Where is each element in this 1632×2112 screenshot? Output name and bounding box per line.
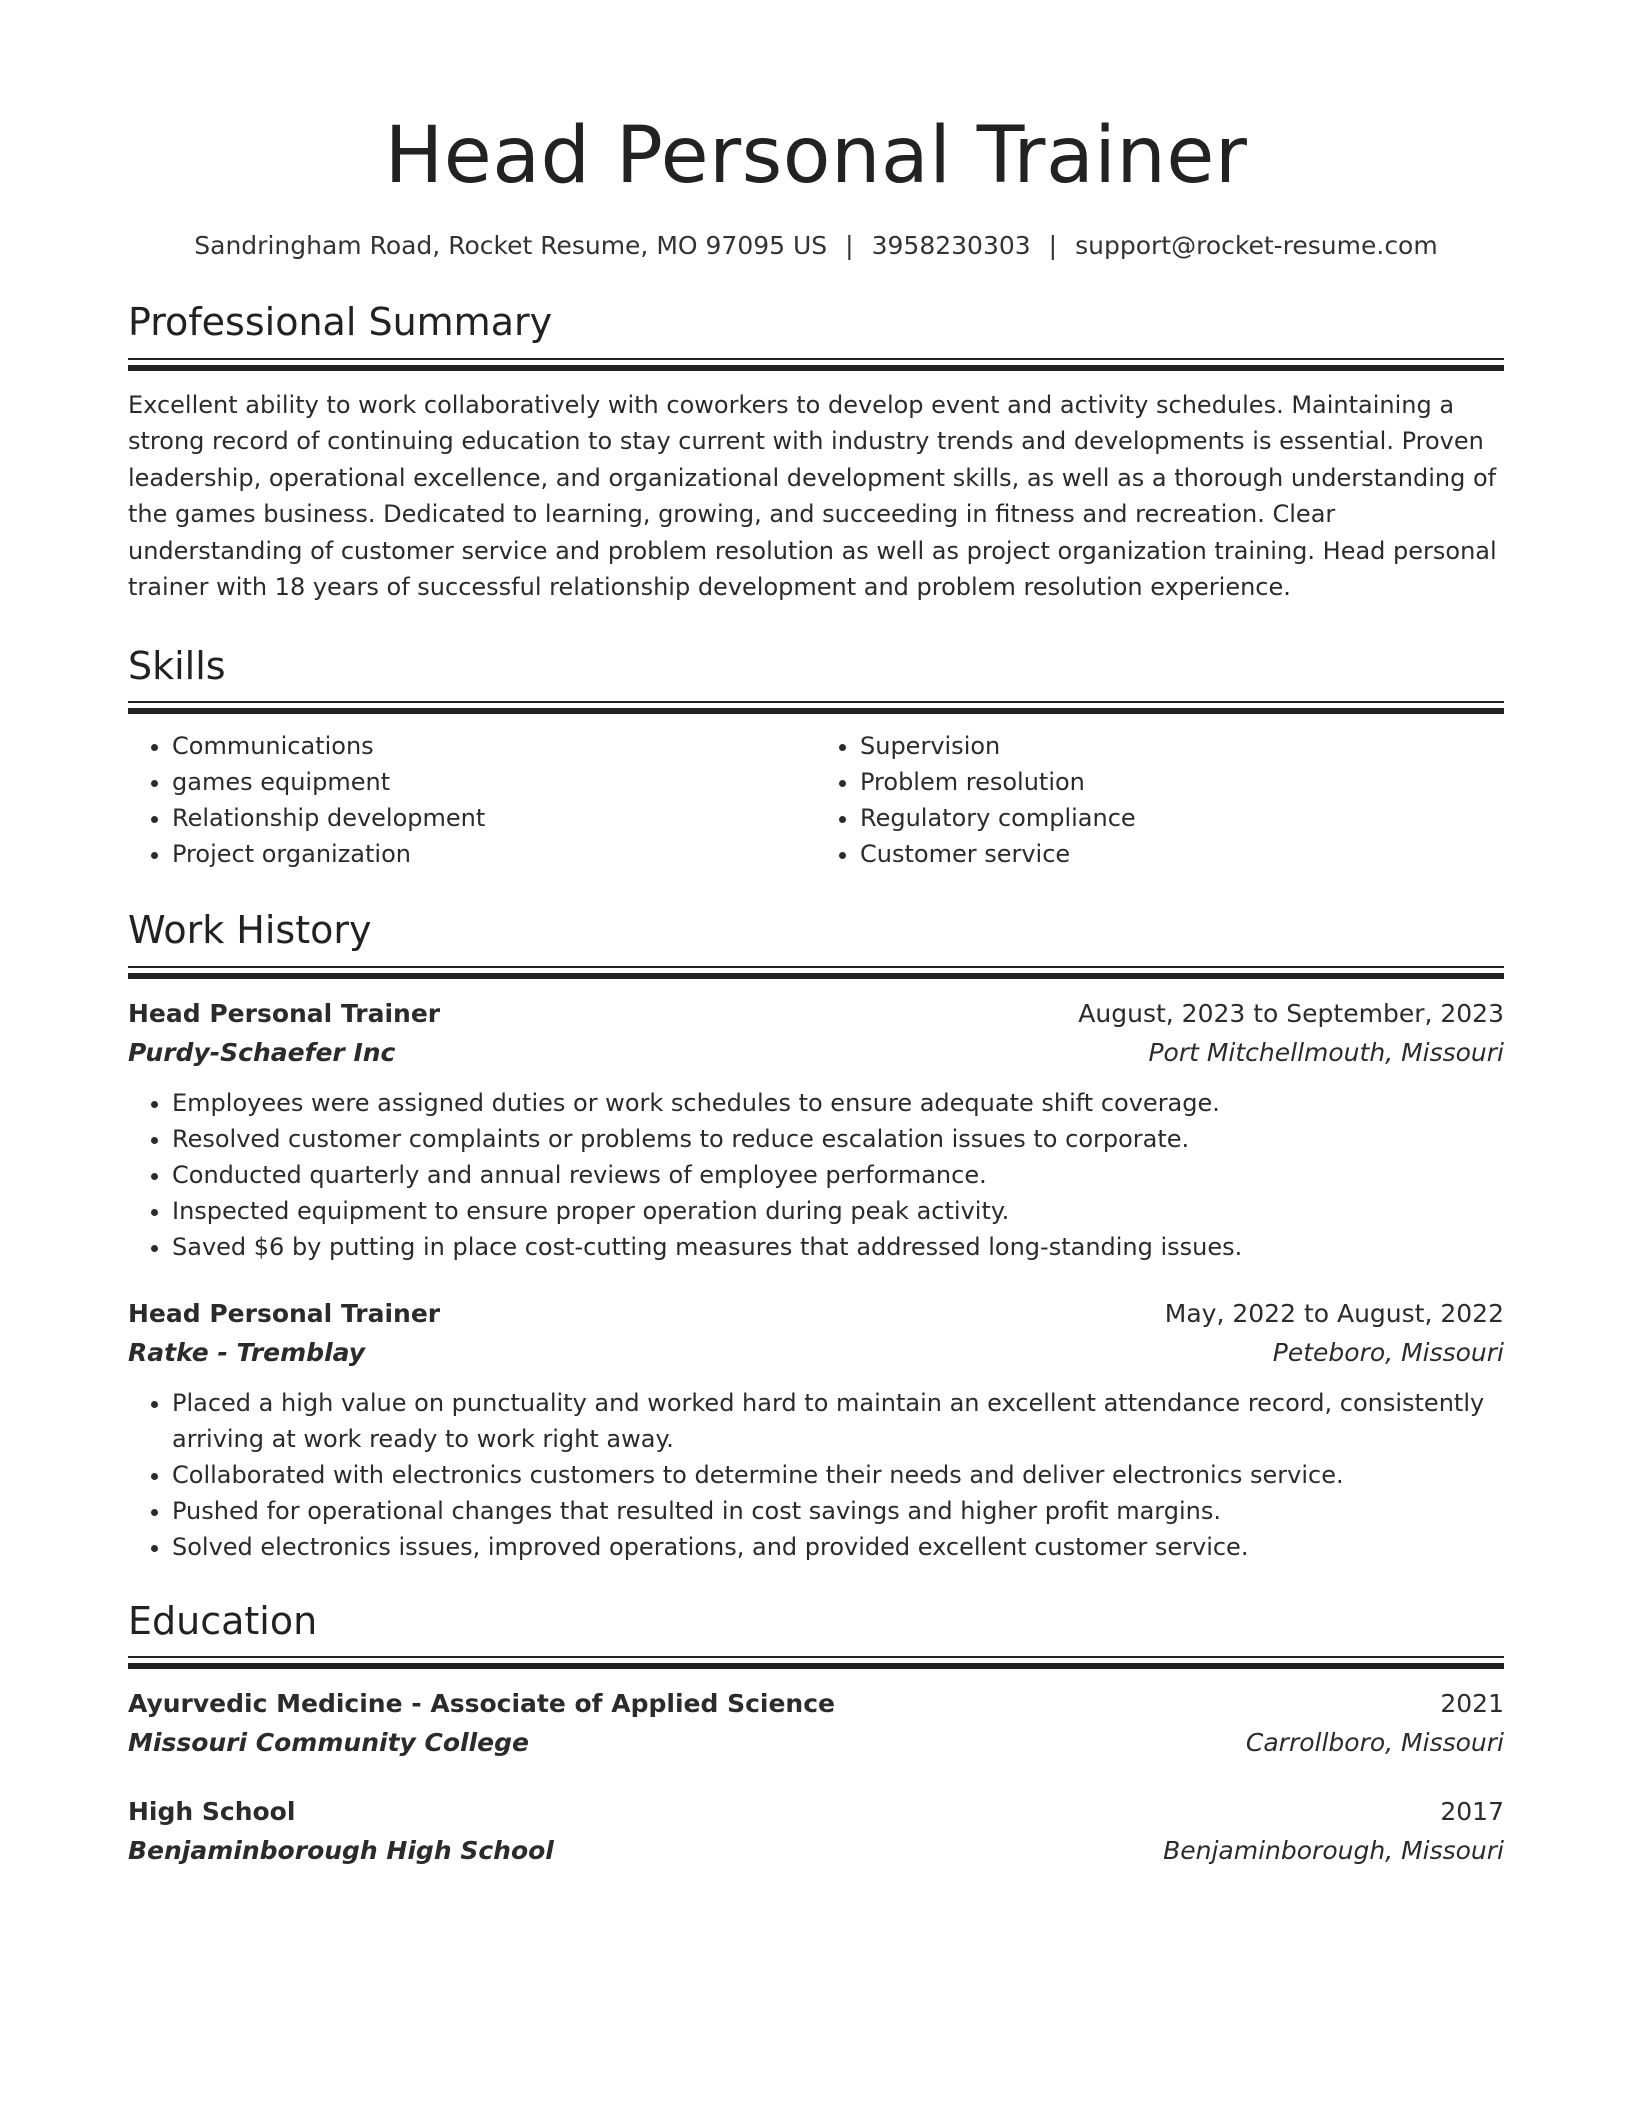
- job-company: Ratke - Tremblay: [128, 1337, 366, 1367]
- skill-item: • Project organization: [172, 836, 816, 872]
- section-divider: [128, 358, 1504, 371]
- contact-address: Sandringham Road, Rocket Resume, MO 97095 US: [194, 230, 828, 260]
- job-bullet: • Solved electronics issues, improved operations, and provided excellent customer service.: [172, 1529, 1504, 1565]
- section-divider: [128, 966, 1504, 979]
- contact-separator: |: [845, 230, 854, 260]
- skills-section: [128, 644, 1504, 873]
- skill-item: • games equipment: [172, 764, 816, 800]
- contact-phone: 3958230303: [871, 230, 1031, 260]
- skill-item: • Customer service: [860, 836, 1504, 872]
- education-entry: [128, 1793, 1504, 1871]
- job-bullet: • Pushed for operational changes that resulted in cost savings and higher profit margins.: [172, 1493, 1504, 1529]
- skills-column-right: [816, 728, 1504, 872]
- education-school: Benjaminborough High School: [128, 1836, 554, 1866]
- summary-section: [128, 300, 1504, 606]
- job-bullet: • Collaborated with electronics customers to determine their needs and deliver electronics service.: [172, 1457, 1504, 1493]
- job-bullet: • Employees were assigned duties or work schedules to ensure adequate shift coverage.: [172, 1085, 1504, 1121]
- section-title-summary: Professional Summary: [128, 300, 553, 345]
- education-school: Missouri Community College: [128, 1728, 529, 1758]
- candidate-name: Head Personal Trainer: [384, 111, 1248, 201]
- education-location: Benjaminborough, Missouri: [1163, 1836, 1504, 1866]
- section-title-work-history: Work History: [128, 908, 372, 953]
- job-entry: [128, 1295, 1504, 1565]
- job-title: Head Personal Trainer: [128, 998, 441, 1028]
- skill-item: • Regulatory compliance: [860, 800, 1504, 836]
- job-location: Peteboro, Missouri: [1272, 1337, 1504, 1367]
- education-degree: Ayurvedic Medicine - Associate of Applied Science: [128, 1689, 836, 1719]
- skill-item: • Problem resolution: [860, 764, 1504, 800]
- job-dates: May, 2022 to August, 2022: [1164, 1298, 1504, 1328]
- job-bullet: • Inspected equipment to ensure proper operation during peak activity.: [172, 1193, 1504, 1229]
- contact-separator: |: [1048, 230, 1058, 260]
- summary-text: Excellent ability to work collaboratively with coworkers to develop event and activity schedules. Maintaining a strong record of continuing education to stay current with industry trends and developments is essential. Proven leadership, operational excellence, and organizational development skills, as well as a thorough understanding of the games business. Dedicated to learning, growing, and succeeding in fitness and recreation. Clear understanding of customer service and problem resolution as well as project organization training. Head personal trainer with 18 years of successful relationship development and problem resolution experience.: [128, 390, 1497, 602]
- education-year: 2017: [1440, 1797, 1504, 1827]
- skills-list: [128, 728, 1504, 872]
- education-year: 2021: [1440, 1689, 1504, 1719]
- section-title-education: Education: [128, 1598, 318, 1643]
- job-bullet: • Resolved customer complaints or problems to reduce escalation issues to corporate.: [172, 1121, 1504, 1157]
- job-bullet: • Placed a high value on punctuality and worked hard to maintain an excellent attendance record, consistently arriving at work ready to work right away.: [172, 1385, 1504, 1457]
- section-divider: [128, 1656, 1504, 1669]
- job-bullet: • Saved $6 by putting in place cost-cutting measures that addressed long-standing issues.: [172, 1229, 1504, 1265]
- job-location: Port Mitchellmouth, Missouri: [1148, 1037, 1504, 1067]
- section-divider: [128, 701, 1504, 714]
- job-dates: August, 2023 to September, 2023: [1078, 998, 1504, 1028]
- job-bullets: [128, 1385, 1504, 1565]
- job-bullets: [128, 1085, 1504, 1265]
- skill-item: • Supervision: [860, 728, 1504, 764]
- job-bullet: • Conducted quarterly and annual reviews of employee performance.: [172, 1157, 1504, 1193]
- work-history-section: [128, 908, 1504, 1565]
- job-entry: [128, 995, 1504, 1265]
- education-section: [128, 1599, 1504, 1872]
- section-title-skills: Skills: [128, 643, 226, 688]
- skill-item: • Relationship development: [172, 800, 816, 836]
- job-title: Head Personal Trainer: [128, 1298, 441, 1328]
- contact-line: [128, 230, 1504, 263]
- skill-item: • Communications: [172, 728, 816, 764]
- job-company: Purdy-Schaefer Inc: [128, 1037, 396, 1067]
- skills-column-left: [128, 728, 816, 872]
- education-location: Carrollboro, Missouri: [1245, 1728, 1504, 1758]
- education-degree: High School: [128, 1797, 296, 1827]
- contact-email: support@rocket-resume.com: [1075, 230, 1438, 260]
- education-entry: [128, 1685, 1504, 1763]
